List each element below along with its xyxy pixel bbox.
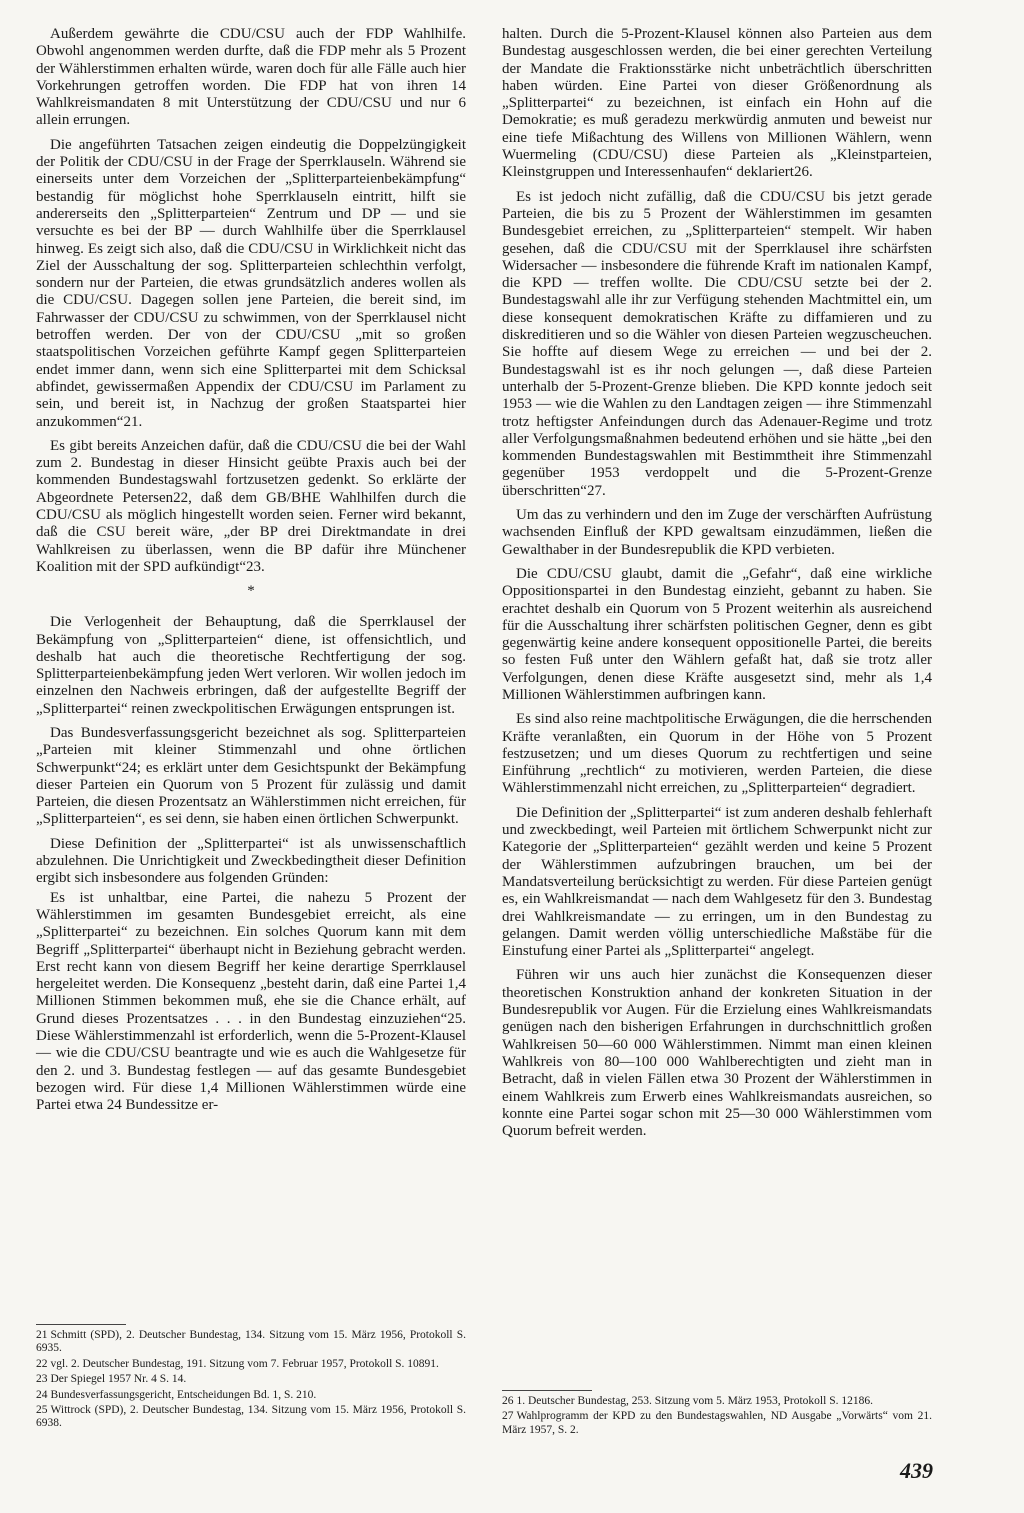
paragraph: Die angeführten Tatsachen zeigen eindeutig die Doppelzüngigkeit der Politik der CDU/CSU in der Frage der Sperrklauseln. Während sie einerseits unter dem Vorzeichen der „Splitterparteienbekämpfung“ bestandig für möglichst hohe Sperrklauseln eintritt, hilft sie andererseits den „Splitterparteien“ Zentrum und DP — und sie versuchte es bei der BP — durch Wahlhilfe über die Sperrklausel hinweg. Es zeigt sich also, daß die CDU/CSU in Wirklichkeit nicht das Ziel der Ausschaltung der sog. Splitterparteien schlechthin verfolgt, sondern nur der Parteien, die etwas grundsätzlich anderes wollen als die CDU/CSU. Dagegen sollen jene Parteien, die bereit sind, im Fahrwasser der CDU/CSU zu schwimmen, von der Sperrklausel nicht betroffen werden. Der von der CDU/CSU „mit so großen staatspolitischen Vorzeichen geführte Kampf gegen Splitterparteien endet immer dann, wenn sich eine Splitterpartei mit dem Schicksal abfindet, gewissermaßen Appendix der CDU/CSU im Parlament zu sein, und bereit ist, in Nachzug der großen Staatspartei hier anzukommen“21. [36,136,466,430]
footnote [36,1404,466,1431]
paragraph: halten. Durch die 5-Prozent-Klausel können also Parteien aus dem Bundestag ausgeschlossen werden, die bei einer gerechten Verteilung der Mandate die Fraktionsstärke nicht unbeträchtlich überschritten haben würden. Eine Partei von dieser Größenordnung als „Splitterpartei“ zu bezeichnen, ist einfach ein Hohn auf die Demokratie; es muß geradezu merkwürdig anmuten und beweist nur eine tiefe Mißachtung des Willens von Millionen Wählern, wenn Wuermeling (CDU/CSU) diese Parteien als „Kleinstparteien, Kleinstgruppen und Interessenhaufen“ deklariert26. [502,26,932,181]
footnote [36,1329,466,1356]
paragraph: Es ist jedoch nicht zufällig, daß die CDU/CSU bis jetzt gerade Parteien, die bis zu 5 Prozent der Wählerstimmen im gesamten Bundesgebiet erreichen, zu „Splitterparteien“ stempelt. Wir haben gesehen, daß die CDU/CSU mit der Sperrklausel ihre schärfsten Widersacher — insbesondere die führende Kraft im nationalen Kampf, die KPD — treffen wollte. Die CDU/CSU setzte bei der 2. Bundestagswahl alle ihr zur Verfügung stehenden Machtmittel ein, um diese konsequent demokratischen Kräfte zu diffamieren und zu diskreditieren und so die Wähler von diesen Parteien wegzuscheuchen. Sie hoffte auf diesem Wege zu erreichen — und bei der 2. Bundestagswahl ist es ihr noch gelungen —, daß diese Parteien unterhalb der 5-Prozent-Grenze blieben. Die KPD konnte jedoch seit 1953 — wie die Wahlen zu den Landtagen zeigen — ihre Stimmenzahl trotz heftigster Anfeindungen durch das Adenauer-Regime und trotz aller Verfolgungsmaßnahmen bedeutend erhöhen und sie hätte „bei den kommenden Bundestagswahlen mit Bestimmtheit ihre Stimmenzahl gegenüber 1953 verdoppelt und die 5-Prozent-Grenze überschritten“27. [502,188,932,499]
paragraph: Es ist unhaltbar, eine Partei, die nahezu 5 Prozent der Wählerstimmen im gesamten Bundesgebiet erreicht, als eine „Splitterpartei“ zu bezeichnen. Ein solches Quorum kann mit dem Begriff „Splitterpartei“ überhaupt nicht in Beziehung gebracht werden. Erst recht kann von diesem Begriff her keine derartige Sperrklausel hergeleitet werden. Die Konsequenz „besteht darin, daß eine Partei 1,4 Millionen Stimmen bekommen muß, ehe sie die Chance erhält, auf Grund dieses Prozentsatzes . . . in den Bundestag einzuziehen“25. Diese Wählerstimmenzahl ist erforderlich, wenn die 5-Prozent-Klausel — wie die CDU/CSU beantragte und wie es auch die Wahlgesetze für den 2. und 3. Bundestag festlegen — auf das gesamte Bundesgebiet bezogen wird. Für diese 1,4 Millionen Wählerstimmen würde eine Partei etwa 24 Bundessitze er- [36,889,466,1114]
footnote-number: 24 [36,1388,48,1401]
footnotes-right [502,1384,932,1439]
paragraph: Führen wir uns auch hier zunächst die Konsequenzen dieser theoretischen Konstruktion anhand der konkreten Situation in der Bundesrepublik vor Augen. Für die Erzielung eines Wahlkreismandats genügen nach den bisherigen Erfahrungen in durchschnittlich großen Wahlkreisen 50—60 000 Wählerstimmen. Nimmt man einen kleinen Wahlkreis von 80—100 000 Wahlberechtigten und zieht man in Betracht, daß in vielen Fällen etwa 30 Prozent der Wählerstimmen in einem Wahlkreis zum Erwerb eines Wahlkreismandats ausreichen, so konnte eine Partei sogar schon mit 25—30 000 Wählerstimmen vom Quorum befreit werden. [502,967,932,1140]
footnote-text: Der Spiegel 1957 Nr. 4 S. 14. [50,1373,187,1386]
footnote-text: 1. Deutscher Bundestag, 253. Sitzung vom 5. März 1953, Protokoll S. 12186. [516,1395,873,1407]
footnote-number: 23 [36,1373,48,1386]
footnote-number: 21 [36,1329,48,1341]
paragraph: Diese Definition der „Splitterpartei“ ist als unwissenschaftlich abzulehnen. Die Unrichtigkeit und Zweckbedingtheit dieser Definition ergibt sich insbesondere aus folgenden Gründen: [36,835,466,887]
section-separator: * [247,583,255,600]
footnote-number: 26 [502,1395,514,1407]
footnote-number: 27 [502,1410,514,1423]
footnote-rule [502,1390,592,1391]
footnotes-left [36,1318,466,1433]
right-column [502,26,932,1142]
footnote-number: 25 [36,1404,48,1417]
paragraph: Außerdem gewährte die CDU/CSU auch der FDP Wahlhilfe. Obwohl angenommen werden durfte, daß die FDP mehr als 5 Prozent der Wählerstimmen erhalten würde, waren doch für alle Fälle auch hier Vorkehrungen getroffen worden. Die FDP hat von ihren 14 Wahlkreismandaten 8 mit Unterstützung der CDU/CSU und nur 6 allein errungen. [36,26,466,129]
paragraph: Die Verlogenheit der Behauptung, daß die Sperrklausel der Bekämpfung von „Splitterparteien“ diene, ist offensichtlich, und deshalb hat auch die theoretische Rechtfertigung der sog. Splitterparteienbekämpfung jeden Wert verloren. Wir wollen jedoch im einzelnen den Nachweis erbringen, daß der aufgestellte Begriff der „Splitterpartei“ reinen zweckpolitischen Erwägungen entsprungen ist. [36,614,466,717]
paragraph: Um das zu verhindern und den im Zuge der verschärften Aufrüstung wachsenden Einfluß der KPD gewaltsam einzudämmen, ließen die Gewalthaber in der Bundesrepublik die KPD verbieten. [502,507,932,558]
footnote-text: Wittrock (SPD), 2. Deutscher Bundestag, 134. Sitzung vom 15. März 1956, Protokoll S. 6938. [36,1404,466,1430]
left-column [36,26,466,1117]
footnote [36,1358,466,1371]
paragraph: Es gibt bereits Anzeichen dafür, daß die CDU/CSU die bei der Wahl zum 2. Bundestag in dieser Hinsicht geübte Praxis auch bei der kommenden Bundestagswahl fortzusetzen gedenkt. So erklärte der Abgeordnete Petersen22, daß dem GB/BHE Wahlhilfen durch die CDU/CSU als möglich hingestellt worden seien. Ferner wird bekannt, daß die CSU bereit wäre, „der BP drei Direktmandate in drei Wahlkreisen zu überlassen, wenn die BP dafür ihre Münchener Koalition mit der SPD aufkündigt“23. [36,437,466,575]
paragraph: Die Definition der „Splitterpartei“ ist zum anderen deshalb fehlerhaft und zweckbedingt, weil Parteien mit örtlichem Schwerpunkt nicht zur Kategorie der „Splitterparteien“ gezählt werden und keine 5 Prozent der Wählerstimmen aufzubringen brauchen, um bei der Mandatsverteilung berücksichtigt zu werden. Für diese Parteien genügt es, ein Wahlkreismandat — nach dem Wahlgesetz für den 3. Bundestag drei Wahlkreismandate — zu erringen, um in den Bundestag zu gelangen. Damit werden völlig unterschiedliche Maßstäbe für die Einstufung einer Partei als „Splitterpartei“ angelegt. [502,804,932,960]
footnote [502,1410,932,1437]
paragraph: Die CDU/CSU glaubt, damit die „Gefahr“, daß eine wirkliche Oppositionspartei in den Bundestag einzieht, gebannt zu haben. Sie erachtet deshalb ein Quorum von 5 Prozent weiterhin als ausreichend für die Ausschaltung ihrer schärfsten politischen Gegner, denn es gibt gegenwärtig keine andere konsequent oppositionelle Partei, die bereits so festen Fuß unter den Wählern gefaßt hat, daß sie trotz aller Verfolgungen, denen diese Kräfte ausgesetzt sind, mehr als 1,4 Millionen Wählerstimmen aufbringen kann. [502,565,932,703]
paragraph: Es sind also reine machtpolitische Erwägungen, die die herrschenden Kräfte veranlaßten, ein Quorum in der Höhe von 5 Prozent festzusetzen; und um dieses Quorum zu rechtfertigen und seine Einführung „rechtlich“ zu motivieren, werden Parteien, die diese Wählerstimmenzahl nicht erreichen, zu „Splitterparteien“ degradiert. [502,711,932,797]
footnote-text: Bundesverfassungsgericht, Entscheidungen Bd. 1, S. 210. [50,1388,317,1401]
footnote-rule [36,1324,126,1325]
footnote [36,1373,466,1386]
footnote-number: 22 [36,1357,48,1370]
footnote-text: Schmitt (SPD), 2. Deutscher Bundestag, 134. Sitzung vom 15. März 1956, Protokoll S. 6935. [36,1329,466,1355]
footnote [502,1395,932,1408]
paragraph: Das Bundesverfassungsgericht bezeichnet als sog. Splitterparteien „Parteien mit kleiner Stimmenzahl und ohne örtlichen Schwerpunkt“24; es erklärt unter dem Gesichtspunkt der Bekämpfung dieser Parteien ein Quorum von 5 Prozent für zulässig und damit Parteien, die diesen Prozentsatz an Wählerstimmen nicht erreichen, für „Splitterparteien“, es sei denn, sie haben einen örtlichen Schwerpunkt. [36,724,466,828]
footnote-text: Wahlprogramm der KPD zu den Bundestagswahlen, ND Ausgabe „Vorwärts“ vom 21. März 1957, S. 2. [502,1410,932,1436]
footnote [36,1389,466,1402]
page-number: 439 [900,1458,933,1483]
footnote-text: vgl. 2. Deutscher Bundestag, 191. Sitzung vom 7. Februar 1957, Protokoll S. 10891. [50,1357,439,1370]
